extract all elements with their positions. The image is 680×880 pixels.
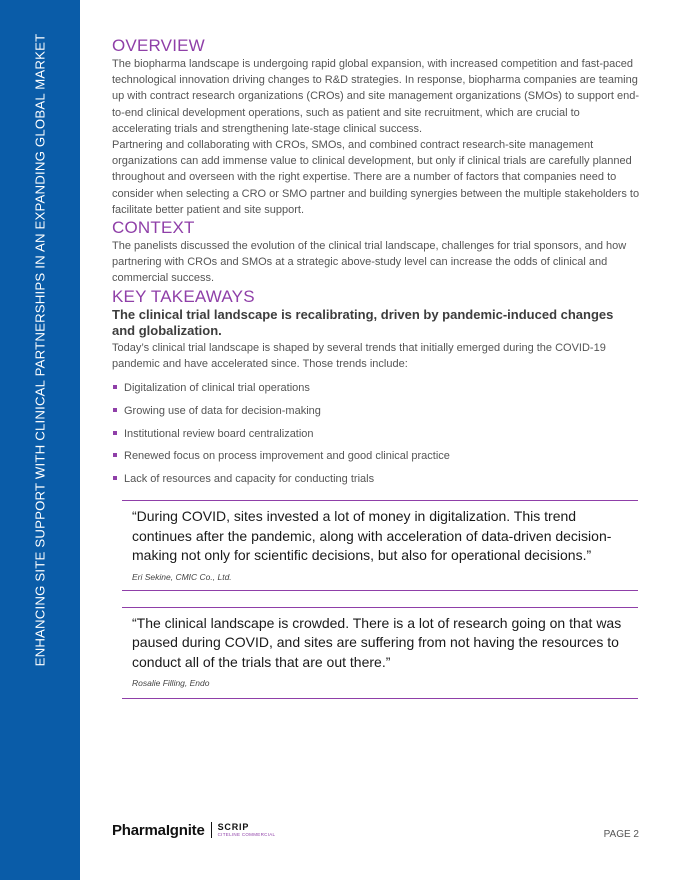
list-item [112,472,640,486]
scrip-wordmark: SCRIP [217,821,250,832]
list-item-text: Lack of resources and capacity for conducting trials [124,473,375,486]
scrip-logo [218,823,276,838]
takeaways-heading: KEY TAKEAWAYS [112,286,255,306]
quote-text: “During COVID, sites invested a lot of money in digitalization. This trend continues after the pandemic, along with acceleration of data-driven decision-making not only for scientific decisions, but also for operational decisions.” [132,508,612,564]
footer-logo [112,820,275,840]
bullet-icon [113,431,117,435]
quote-attribution: Rosalie Filling, Endo [132,678,210,689]
overview-heading: OVERVIEW [112,36,205,55]
pull-quote-1 [122,500,638,591]
list-item [112,449,640,463]
brand-logo: PharmaIgnite [112,821,205,839]
bullet-icon [113,408,117,412]
bullet-icon [113,453,117,457]
scrip-tagline: CITELINE COMMERCIAL [217,831,276,837]
quote-attribution: Eri Sekine, CMIC Co., Ltd. [132,571,232,582]
page-content [112,36,640,699]
list-item-text: Growing use of data for decision-making [124,404,321,417]
sidebar-title: ENHANCING SITE SUPPORT WITH CLINICAL PARTNERSHIPS IN AN EXPANDING GLOBAL MARKET [32,33,48,667]
list-item [112,404,640,418]
pull-quote-2 [122,607,638,700]
page-number: PAGE 2 [603,829,639,840]
logo-divider [211,822,212,838]
list-item [112,427,640,441]
list-item-text: Institutional review board centralization [124,427,314,440]
quote-text: “The clinical landscape is crowded. There is a lot of research going on that was paused during COVID, and sites are suffering from not having the resources to conduct all of the trials that are out there.” [132,614,622,670]
bullet-icon [113,476,117,480]
context-paragraph: The panelists discussed the evolution of the clinical trial landscape, challenges for trial sponsors, and how partnering with CROs and SMOs at a strategic above-study level can increase the odds of clinical and commercial success. [112,240,627,285]
context-heading: CONTEXT [112,218,195,238]
bullet-icon [113,385,117,389]
takeaways-subheading: The clinical trial landscape is recalibrating, driven by pandemic-induced changes and globalization. [112,306,614,339]
list-item [112,381,640,395]
takeaways-intro: Today’s clinical trial landscape is shaped by several trends that initially emerged during the COVID-19 pandemic and have accelerated since. Those trends include: [112,341,606,370]
list-item-text: Digitalization of clinical trial operations [124,382,310,395]
trends-list [112,381,640,486]
list-item-text: Renewed focus on process improvement and good clinical practice [124,450,450,463]
overview-paragraph-2: Partnering and collaborating with CROs, SMOs, and combined contract research-site management organizations can add immense value to clinical development, but only if clinical trials are carefully planned throughout and overseen with the right expertise. There are a number of factors that companies need to consider when selecting a CRO or SMO partner and building synergies between the multiple stakeholders to facilitate better patient and site support. [112,139,640,216]
sidebar-band [0,0,80,880]
overview-paragraph-1: The biopharma landscape is undergoing rapid global expansion, with increased competition and fast-paced technological innovation driving changes to R&D strategies. In response, biopharma companies are teaming up with contract research organizations (CROs) and site management organizations (SMOs) to support end-to-end clinical development operations, such as patient and site recruitment, which are crucial to accelerating trials and strengthening late-stage clinical success. [112,58,640,135]
